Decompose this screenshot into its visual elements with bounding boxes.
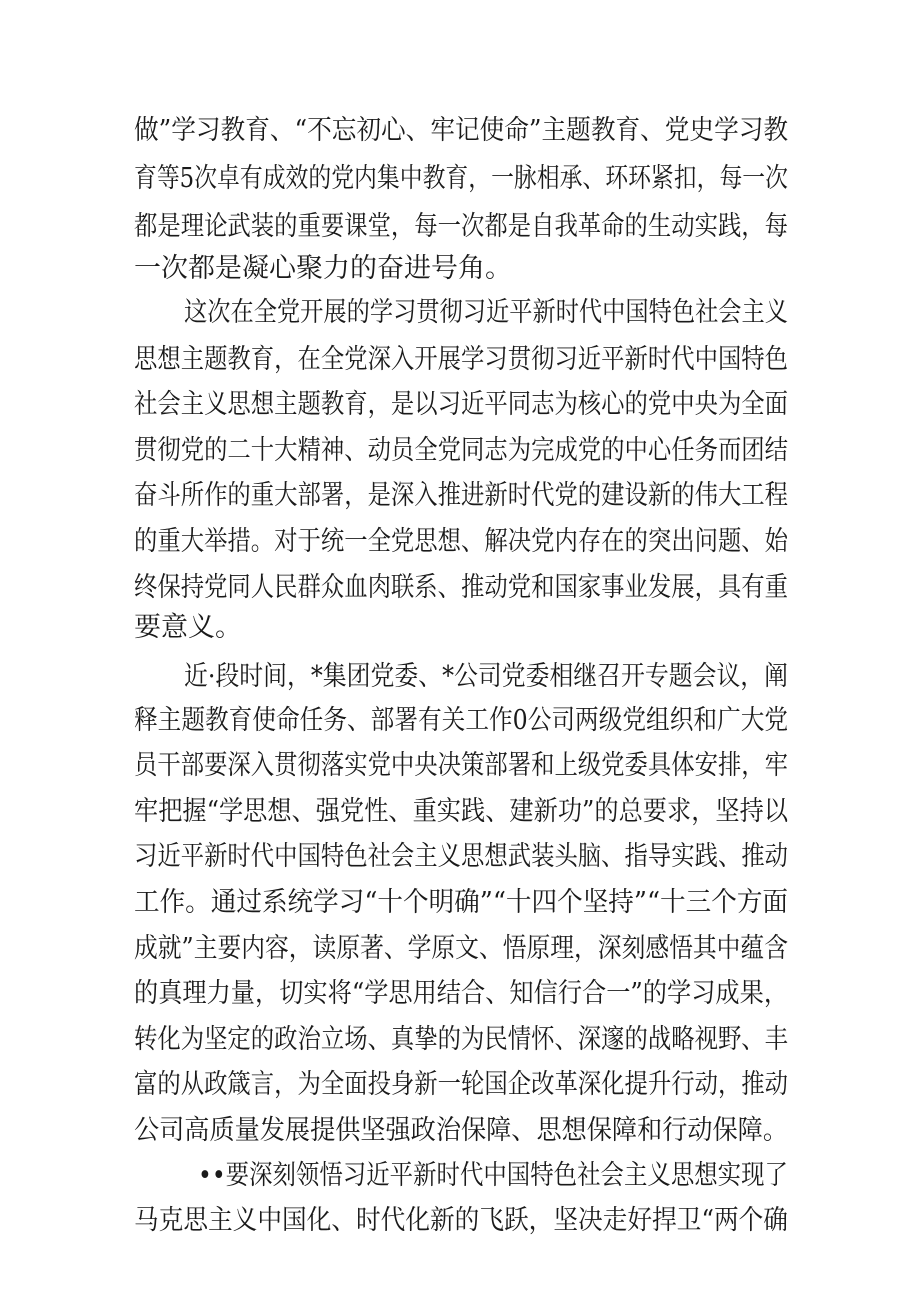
text-line-content: ••要深刻领悟习近平新时代中国特色社会主义思想实现了: [198, 1160, 788, 1191]
text-line: [0, 788, 920, 836]
text-line: [0, 472, 920, 520]
text-line: [0, 604, 920, 652]
text-line: [0, 1197, 920, 1245]
text-line: [0, 245, 920, 293]
text-line-content: 育等5次卓有成效的党内集中教育，一脉相承、环环紧扣，每一次: [134, 163, 788, 194]
text-line: [0, 1152, 920, 1200]
text-line-content: 成就”主要内容，读原著、学原文、悟原理，深刻感悟其中蕴含: [134, 933, 788, 964]
text-line-content: 牢把握“学思想、强党性、重实践、建新功”的总要求，坚持以: [134, 796, 789, 827]
text-line: [0, 742, 920, 790]
text-line-content: 的重大举措。对于统一全党思想、解决党内存在的突出问题、始: [134, 526, 789, 557]
text-line-content: 员干部要深入贯彻落实党中央决策部署和上级党委具体安排，牢: [134, 750, 789, 781]
text-line: [0, 653, 920, 701]
text-line-content: 都是理论武装的重要课堂，每一次都是自我革命的生动实践，每: [134, 211, 789, 242]
text-line: [0, 336, 920, 384]
text-line: [0, 107, 920, 155]
text-line-content: 要意义。: [134, 612, 242, 643]
text-line-content: 工作。通过系统学习“十个明确”“十四个坚持”“十三个方面: [134, 887, 788, 918]
text-line-content: 公司高质量发展提供坚强政治保障、思想保障和行动保障。: [134, 1115, 788, 1146]
text-line: [0, 1061, 920, 1109]
text-line: [0, 879, 920, 927]
text-line: [0, 155, 920, 203]
text-line-content: 近·段时间，*集团党委、*公司党委相继召开专题会议，阐: [184, 661, 789, 692]
text-line-content: 转化为坚定的政治立场、真挚的为民情怀、深邃的战略视野、丰: [134, 1024, 789, 1055]
text-line-content: 的真理力量，切实将“学思用结合、知信行合一”的学习成果，: [134, 978, 789, 1009]
text-line: [0, 833, 920, 881]
text-line-content: 释主题教育使命任务、部署有关工作0公司两级党组织和广大党: [134, 705, 789, 736]
text-line: [0, 925, 920, 973]
text-line: [0, 289, 920, 337]
text-line-content: 这次在全党开展的学习贯彻习近平新时代中国特色社会主义: [184, 297, 789, 328]
text-line: [0, 518, 920, 566]
text-line-content: 做”学习教育、“不忘初心、牢记使命”主题教育、党史学习教: [134, 115, 789, 146]
text-line-content: 贯彻党的二十大精神、动员全党同志为完成党的中心任务而团结: [134, 435, 789, 466]
text-line: [0, 381, 920, 429]
text-line-content: 一次都是凝心聚力的奋进号角。: [134, 253, 512, 284]
text-line-content: 终保持党同人民群众血肉联系、推动党和国家事业发展，具有重: [134, 572, 789, 603]
text-line: [0, 970, 920, 1018]
text-line-content: 马克思主义中国化、时代化新的飞跃，坚决走好捍卫“两个确: [134, 1205, 788, 1236]
text-line-content: 奋斗所作的重大部署，是深入推进新时代党的建设新的伟大工程: [134, 480, 789, 511]
text-line-content: 习近平新时代中国特色社会主义思想武装头脑、指导实践、推动: [134, 841, 789, 872]
text-line: [0, 1107, 920, 1155]
text-line-content: 思想主题教育，在全党深入开展学习贯彻习近平新时代中国特色: [134, 344, 789, 375]
text-line: [0, 1016, 920, 1064]
text-line: [0, 203, 920, 251]
text-line-content: 富的从政箴言，为全面投身新一轮国企改革深化提升行动，推动: [134, 1069, 789, 1100]
text-line: [0, 697, 920, 745]
text-line-content: 社会主义思想主题教育，是以习近平同志为核心的党中央为全面: [134, 389, 789, 420]
text-line: [0, 427, 920, 475]
